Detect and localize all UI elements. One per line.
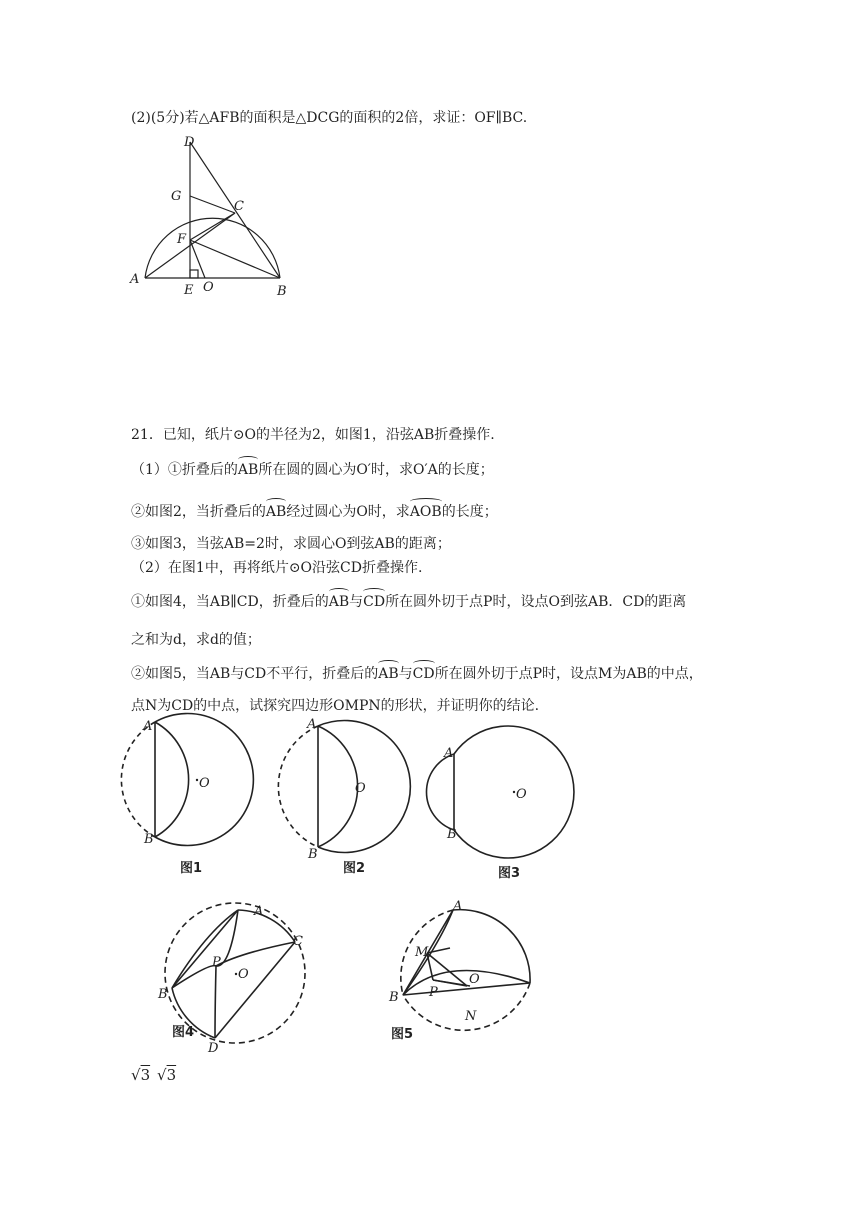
figure-1 [125, 712, 275, 882]
label-G: G [171, 189, 182, 204]
q21-stem: 21．已知，纸片⊙O的半径为2，如图1，沿弦AB折叠操作. [131, 427, 495, 443]
center-dot [513, 791, 515, 793]
label-C: C [293, 934, 303, 949]
q21-p1: （1）①折叠后的AB所在圆的圆心为O′时，求O′A的长度； [131, 462, 494, 478]
figure-5 [385, 898, 545, 1048]
q21-p8: 点N为CD的中点，试探究四边形OMPN的形状，并证明你的结论. [131, 698, 540, 714]
label-D: D [208, 1041, 219, 1056]
label-O: O [516, 787, 527, 802]
arc-AB: AB [237, 462, 259, 478]
label-A: A [453, 899, 463, 914]
figure-2 [283, 712, 433, 882]
label-O: O [199, 776, 210, 791]
figure-q20 [120, 130, 310, 300]
q21-p5: ①如图4，当AB∥CD，折叠后的AB与CD所在圆外切于点P时，设点O到弦AB．CD的距离 [131, 594, 687, 610]
label-A: A [143, 719, 153, 734]
caption-fig5: 图5 [391, 1027, 414, 1042]
sqrt-3-b: √3 [157, 1066, 177, 1084]
sqrt-3-a: √3 [131, 1066, 151, 1084]
label-A: A [130, 272, 140, 287]
label-O: O [355, 781, 366, 796]
label-A: A [307, 717, 317, 732]
label-P: P [212, 955, 221, 970]
center-dot [235, 973, 237, 975]
label-M: M [415, 945, 429, 960]
label-C: C [234, 199, 244, 214]
q21-p4: （2）在图1中，再将纸片⊙O沿弦CD折叠操作. [131, 560, 423, 576]
label-O: O [203, 280, 214, 295]
label-B: B [277, 284, 287, 299]
label-B: B [389, 990, 399, 1005]
label-N: N [465, 1009, 477, 1024]
label-B: B [308, 847, 318, 862]
label-B: B [144, 832, 154, 847]
arc-AB-2: AB [265, 504, 287, 520]
q21-p6: 之和为d，求d的值； [131, 632, 261, 648]
label-D: D [184, 135, 195, 150]
caption-fig3: 图3 [498, 866, 521, 881]
arc-CD: CD [363, 594, 386, 610]
label-O: O [469, 972, 480, 987]
arc-CD-2: CD [412, 666, 435, 682]
q21-p2: ②如图2，当折叠后的AB经过圆心为O时，求AOB的长度； [131, 504, 498, 520]
q21-p3: ③如图3，当弦AB=2时，求圆心O到弦AB的距离； [131, 536, 451, 552]
label-A: A [444, 746, 454, 761]
label-A: A [254, 904, 264, 919]
caption-fig2: 图2 [343, 861, 366, 876]
label-B: B [447, 827, 457, 842]
center-dot [196, 779, 198, 781]
label-O: O [238, 967, 249, 982]
q20-part2: (2)(5分)若△AFB的面积是△DCG的面积的2倍，求证：OF∥BC. [131, 110, 528, 126]
label-P: P [429, 985, 438, 1000]
caption-fig1: 图1 [180, 861, 203, 876]
figure-4 [150, 898, 320, 1056]
arc-AOB: AOB [409, 504, 442, 520]
arc-AB-4: AB [378, 666, 399, 682]
figure-3 [440, 712, 590, 887]
label-E: E [184, 283, 194, 298]
label-B: B [158, 987, 168, 1002]
q21-p7: ②如图5，当AB与CD不平行，折叠后的AB与CD所在圆外切于点P时，设点M为AB的中点， [131, 666, 703, 682]
arc-AB-3: AB [328, 594, 350, 610]
caption-fig4: 图4 [172, 1025, 195, 1040]
label-F: F [177, 232, 187, 247]
